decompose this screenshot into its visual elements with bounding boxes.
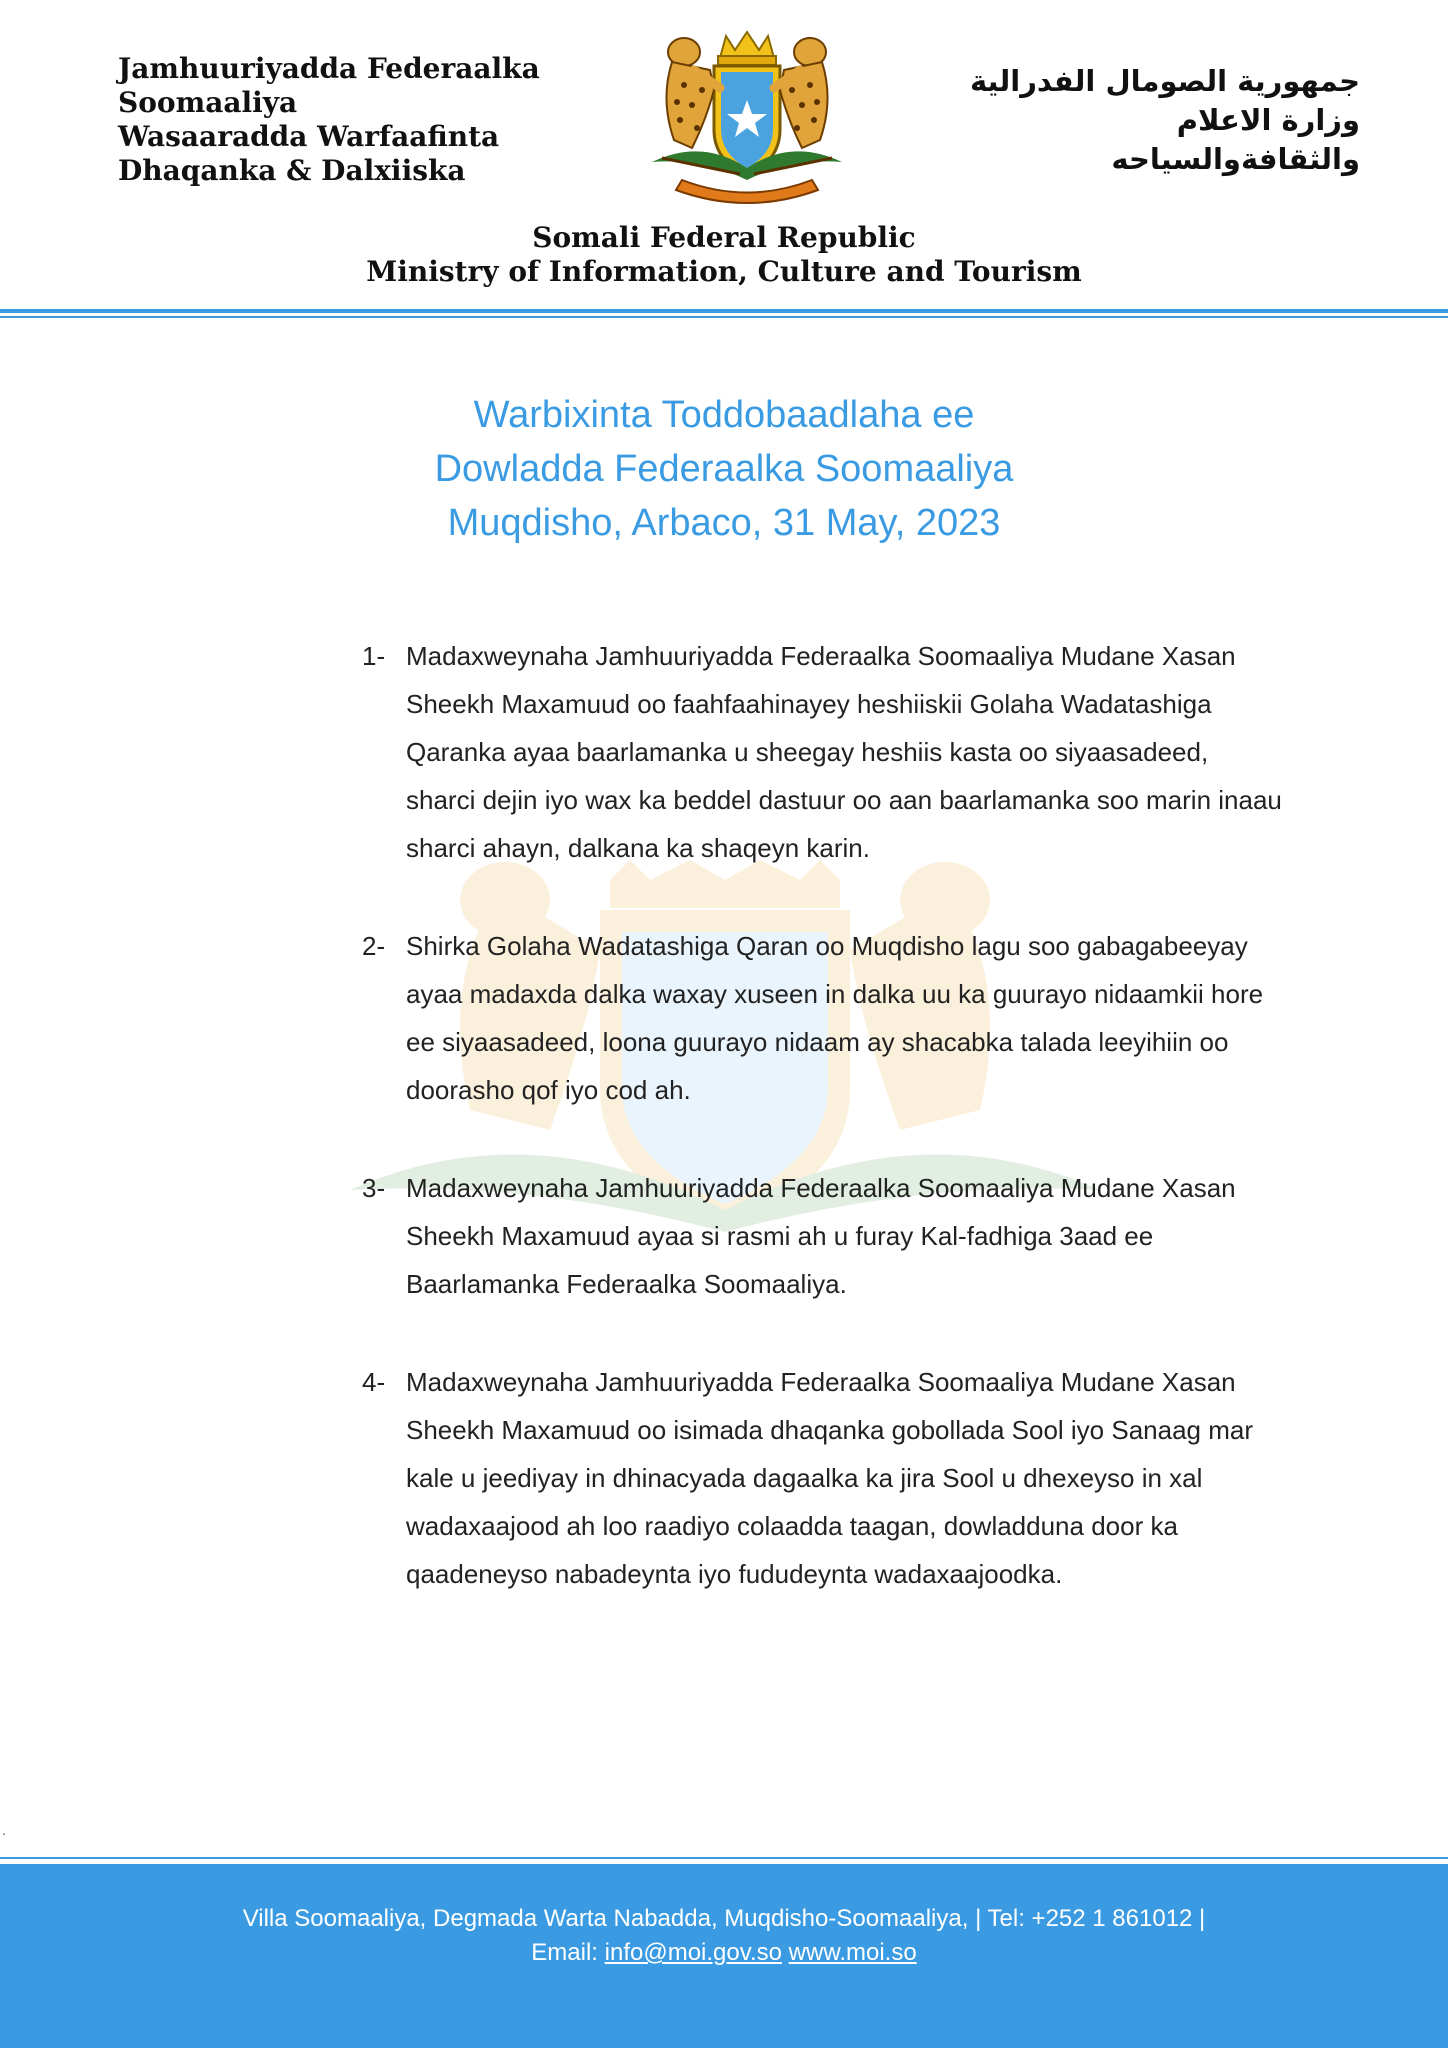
item-number: 1-: [362, 641, 386, 671]
list-item: [362, 922, 1282, 1114]
header-left-somali: [118, 52, 578, 188]
item-number: 4-: [362, 1367, 386, 1397]
report-title: [0, 388, 1448, 550]
header-divider: [0, 309, 1448, 313]
item-text: Shirka Golaha Wadatashiga Qaran oo Muqdisho lagu soo gabagabeeyay ayaa madaxda dalka waxay xuseen in dalka uu ka guurayo nidaamkii hore ee siyaasadeed, loona guurayo nidaam ay shacabka talada leeyihiin oo doorasho qof iyo cod ah.: [406, 931, 1264, 1105]
header-left-line: Dhaqanka & Dalxiiska: [118, 154, 466, 187]
footer-website-link[interactable]: www.moi.so: [788, 1939, 917, 1966]
report-title-line: Dowladda Federaalka Soomaaliya: [434, 448, 1014, 490]
footer-email-label: Email:: [531, 1939, 598, 1966]
list-item: [362, 1164, 1282, 1308]
report-title-date: Muqdisho, Arbaco, 31 May, 2023: [447, 502, 1001, 544]
header-right-line: وزارة الاعلام: [1176, 103, 1360, 137]
header-center-line: Somali Federal Republic: [532, 221, 916, 254]
item-number: 2-: [362, 931, 386, 961]
item-number: 3-: [362, 1173, 386, 1203]
header-center-english: [0, 221, 1448, 289]
somalia-coat-of-arms-icon: [622, 30, 872, 205]
footer-divider: [0, 1857, 1448, 1859]
list-item: [362, 632, 1282, 872]
item-text: Madaxweynaha Jamhuuriyadda Federaalka Soomaaliya Mudane Xasan Sheekh Maxamuud oo faahfaahinayey heshiiskii Golaha Wadatashiga Qaranka ayaa baarlamanka u sheegay heshiis kasta oo siyaasadeed, sharci dejin iyo wax ka beddel dastuur oo aan baarlamanka soo marin inaau sharci ahayn, dalkana ka shaqeyn karin.: [406, 641, 1282, 863]
header-divider: [0, 316, 1448, 318]
header-right-arabic: [900, 62, 1360, 179]
header-left-line: Soomaaliya: [118, 86, 298, 119]
header-right-line: جمهورية الصومال الفدرالية: [969, 64, 1360, 98]
item-text: Madaxweynaha Jamhuuriyadda Federaalka Soomaaliya Mudane Xasan Sheekh Maxamuud oo isimada dhaqanka gobollada Sool iyo Sanaag mar kale u jeediyay in dhinacyada dagaalka ka jira Sool u dhexeyso in xal wadaxaajood ah loo raadiyo colaadda taagan, dowladduna door ka qaadeneyso nabadeynta iyo fududeynta wadaxaajoodka.: [406, 1367, 1254, 1589]
footer-contact: [0, 1936, 1448, 1970]
header-center-line: Ministry of Information, Culture and Tourism: [366, 255, 1082, 288]
footer-bar: [0, 1864, 1448, 2048]
footer-email-link[interactable]: info@moi.gov.so: [604, 1939, 782, 1966]
list-item: [362, 1358, 1282, 1598]
header-right-line: والثقافةوالسياحه: [1111, 142, 1360, 176]
item-text: Madaxweynaha Jamhuuriyadda Federaalka Soomaaliya Mudane Xasan Sheekh Maxamuud ayaa si rasmi ah u furay Kal-fadhiga 3aad ee Baarlamanka Federaalka Soomaaliya.: [406, 1173, 1236, 1299]
stray-dot: .: [2, 1822, 6, 1838]
header-left-line: Jamhuuriyadda Federaalka: [118, 52, 540, 85]
header-left-line: Wasaaradda Warfaafinta: [118, 120, 500, 153]
footer-address: Villa Soomaaliya, Degmada Warta Nabadda, Muqdisho-Soomaaliya, | Tel: +252 1 861012 |: [242, 1905, 1206, 1932]
report-title-line: Warbixinta Toddobaadlaha ee: [473, 394, 975, 436]
report-items-list: [362, 632, 1282, 1598]
